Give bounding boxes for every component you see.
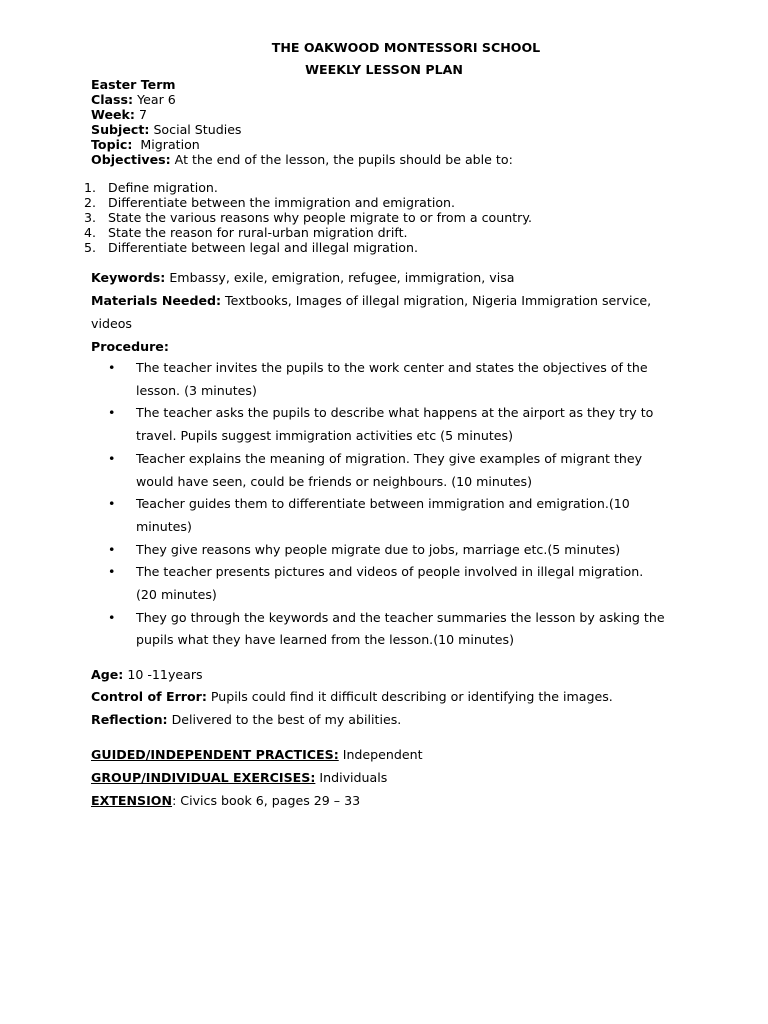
guided-practices-value: Independent bbox=[338, 747, 423, 762]
week-label: Week: bbox=[91, 107, 135, 122]
objective-number: 2. bbox=[84, 195, 97, 210]
procedure-item bbox=[108, 493, 668, 538]
materials-line bbox=[91, 290, 671, 335]
bullet-icon: • bbox=[108, 609, 116, 625]
objective-text: State the reason for rural-urban migration drift. bbox=[108, 225, 408, 240]
subject-label: Subject: bbox=[91, 122, 150, 137]
procedure-heading: Procedure: bbox=[91, 339, 169, 354]
extension-value: : Civics book 6, pages 29 – 33 bbox=[172, 793, 361, 808]
age-line bbox=[91, 664, 203, 687]
lesson-info bbox=[91, 77, 513, 167]
procedure-item bbox=[108, 607, 668, 652]
document-title: WEEKLY LESSON PLAN bbox=[305, 62, 463, 77]
objective-text: Define migration. bbox=[108, 180, 218, 195]
control-of-error-line bbox=[91, 686, 613, 709]
keywords-value: Embassy, exile, emigration, refugee, immigration, visa bbox=[165, 270, 515, 285]
objectives-intro: At the end of the lesson, the pupils should be able to: bbox=[170, 152, 513, 167]
keywords-line bbox=[91, 267, 671, 290]
topic-line bbox=[91, 137, 513, 152]
objective-item bbox=[84, 225, 532, 240]
procedure-text: They go through the keywords and the teacher summaries the lesson by asking the pupils what they have learned from the lesson.(10 minutes) bbox=[136, 609, 665, 648]
subject-line bbox=[91, 122, 513, 137]
week-line bbox=[91, 107, 513, 122]
guided-practices-line bbox=[91, 744, 423, 767]
procedure-text: Teacher guides them to differentiate between immigration and emigration.(10 minutes) bbox=[136, 496, 630, 534]
procedure-item bbox=[108, 402, 668, 447]
materials-label: Materials Needed: bbox=[91, 293, 222, 308]
objective-number: 1. bbox=[84, 180, 97, 195]
bullet-icon: • bbox=[108, 405, 116, 421]
objectives-label: Objectives: bbox=[91, 152, 171, 167]
objective-number: 5. bbox=[84, 240, 97, 255]
objective-item bbox=[84, 210, 532, 225]
age-value: 10 -11years bbox=[123, 667, 203, 682]
materials-value: Textbooks, Images of illegal migration, Nigeria Immigration service, videos bbox=[91, 293, 652, 331]
procedure-list bbox=[108, 357, 668, 652]
objective-item bbox=[84, 240, 532, 255]
subject-value: Social Studies bbox=[149, 122, 242, 137]
group-exercises-line bbox=[91, 767, 387, 790]
class-label: Class: bbox=[91, 92, 134, 107]
reflection-value: Delivered to the best of my abilities. bbox=[167, 712, 402, 727]
control-of-error-label: Control of Error: bbox=[91, 689, 207, 704]
bullet-icon: • bbox=[108, 496, 116, 512]
bullet-icon: • bbox=[108, 564, 116, 580]
school-name: THE OAKWOOD MONTESSORI SCHOOL bbox=[271, 40, 541, 55]
procedure-item bbox=[108, 539, 668, 562]
week-value: 7 bbox=[134, 107, 147, 122]
extension-line bbox=[91, 790, 360, 813]
objective-number: 3. bbox=[84, 210, 97, 225]
topic-value: Migration bbox=[132, 137, 200, 152]
objective-text: Differentiate between the immigration and emigration. bbox=[108, 195, 456, 210]
objective-text: Differentiate between legal and illegal migration. bbox=[108, 240, 418, 255]
objective-item bbox=[84, 180, 532, 195]
class-value: Year 6 bbox=[133, 92, 176, 107]
procedure-item bbox=[108, 448, 668, 493]
guided-practices-label: GUIDED/INDEPENDENT PRACTICES: bbox=[91, 747, 339, 762]
bullet-icon: • bbox=[108, 541, 116, 557]
term: Easter Term bbox=[91, 77, 176, 92]
objective-item bbox=[84, 195, 532, 210]
reflection-label: Reflection: bbox=[91, 712, 168, 727]
procedure-item bbox=[108, 357, 668, 402]
keywords-label: Keywords: bbox=[91, 270, 166, 285]
bullet-icon: • bbox=[108, 360, 116, 375]
objective-number: 4. bbox=[84, 225, 97, 240]
control-of-error-value: Pupils could find it difficult describing or identifying the images. bbox=[206, 689, 613, 704]
group-exercises-value: Individuals bbox=[315, 770, 388, 785]
extension-label: EXTENSION bbox=[91, 793, 173, 808]
objectives-list bbox=[84, 180, 532, 255]
bullet-icon: • bbox=[108, 450, 116, 466]
procedure-item bbox=[108, 561, 668, 606]
group-exercises-label: GROUP/INDIVIDUAL EXERCISES: bbox=[91, 770, 316, 785]
procedure-text: The teacher invites the pupils to the work center and states the objectives of the lesson. (3 minutes) bbox=[136, 360, 648, 398]
procedure-text: Teacher explains the meaning of migration. They give examples of migrant they would have seen, could be friends or neighbours. (10 minutes) bbox=[136, 450, 643, 489]
procedure-text: The teacher asks the pupils to describe what happens at the airport as they try to travel. Pupils suggest immigration activities etc (5 minutes) bbox=[136, 405, 654, 444]
procedure-text: They give reasons why people migrate due to jobs, marriage etc.(5 minutes) bbox=[136, 541, 621, 557]
topic-label: Topic: bbox=[91, 137, 133, 152]
age-label: Age: bbox=[91, 667, 124, 682]
class-line bbox=[91, 92, 513, 107]
objectives-line bbox=[91, 152, 513, 167]
reflection-line bbox=[91, 709, 401, 732]
objective-text: State the various reasons why people migrate to or from a country. bbox=[108, 210, 532, 225]
procedure-text: The teacher presents pictures and videos of people involved in illegal migration. (20 minutes) bbox=[136, 564, 644, 603]
